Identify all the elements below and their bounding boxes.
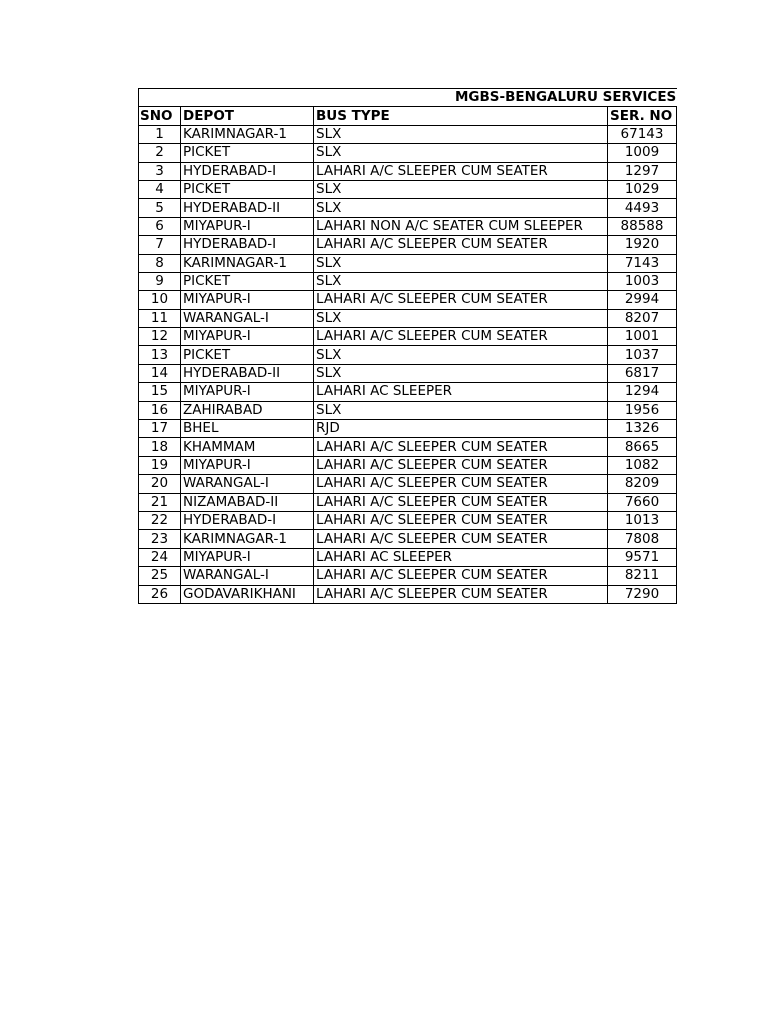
cell-sno: 18 <box>139 438 181 456</box>
cell-bus-type: LAHARI NON A/C SEATER CUM SLEEPER <box>314 217 608 235</box>
cell-sno: 5 <box>139 199 181 217</box>
cell-ser-no: 1326 <box>608 420 677 438</box>
cell-sno: 23 <box>139 530 181 548</box>
cell-ser-no: 8209 <box>608 475 677 493</box>
cell-depot: PICKET <box>181 144 314 162</box>
cell-bus-type: SLX <box>314 346 608 364</box>
cell-bus-type: SLX <box>314 309 608 327</box>
table-row <box>139 438 677 456</box>
cell-sno: 8 <box>139 254 181 272</box>
cell-ser-no: 8211 <box>608 567 677 585</box>
cell-depot: MIYAPUR-I <box>181 217 314 235</box>
cell-depot: WARANGAL-I <box>181 309 314 327</box>
cell-depot: HYDERABAD-I <box>181 236 314 254</box>
table-row <box>139 291 677 309</box>
table-row <box>139 585 677 603</box>
cell-sno: 1 <box>139 125 181 143</box>
column-header-bus-type: BUS TYPE <box>314 107 608 125</box>
cell-bus-type: LAHARI A/C SLEEPER CUM SEATER <box>314 585 608 603</box>
services-sheet <box>138 88 677 604</box>
cell-depot: MIYAPUR-I <box>181 291 314 309</box>
cell-sno: 26 <box>139 585 181 603</box>
cell-ser-no: 1009 <box>608 144 677 162</box>
table-row <box>139 511 677 529</box>
table-row <box>139 364 677 382</box>
cell-sno: 17 <box>139 420 181 438</box>
cell-ser-no: 1920 <box>608 236 677 254</box>
cell-sno: 12 <box>139 328 181 346</box>
cell-ser-no: 7660 <box>608 493 677 511</box>
table-row <box>139 493 677 511</box>
cell-ser-no: 4493 <box>608 199 677 217</box>
cell-sno: 25 <box>139 567 181 585</box>
cell-depot: HYDERABAD-I <box>181 511 314 529</box>
cell-sno: 9 <box>139 272 181 290</box>
cell-ser-no: 1956 <box>608 401 677 419</box>
cell-bus-type: LAHARI A/C SLEEPER CUM SEATER <box>314 456 608 474</box>
cell-depot: HYDERABAD-I <box>181 162 314 180</box>
cell-sno: 13 <box>139 346 181 364</box>
cell-bus-type: LAHARI A/C SLEEPER CUM SEATER <box>314 475 608 493</box>
cell-ser-no: 1082 <box>608 456 677 474</box>
cell-depot: WARANGAL-I <box>181 567 314 585</box>
cell-ser-no: 88588 <box>608 217 677 235</box>
cell-ser-no: 7143 <box>608 254 677 272</box>
cell-ser-no: 1003 <box>608 272 677 290</box>
cell-bus-type: SLX <box>314 180 608 198</box>
cell-sno: 14 <box>139 364 181 382</box>
cell-ser-no: 1013 <box>608 511 677 529</box>
cell-bus-type: LAHARI AC SLEEPER <box>314 548 608 566</box>
cell-bus-type: LAHARI A/C SLEEPER CUM SEATER <box>314 236 608 254</box>
cell-ser-no: 8207 <box>608 309 677 327</box>
cell-sno: 6 <box>139 217 181 235</box>
cell-depot: KARIMNAGAR-1 <box>181 125 314 143</box>
cell-bus-type: LAHARI A/C SLEEPER CUM SEATER <box>314 162 608 180</box>
cell-ser-no: 1001 <box>608 328 677 346</box>
cell-sno: 16 <box>139 401 181 419</box>
cell-depot: MIYAPUR-I <box>181 328 314 346</box>
cell-sno: 21 <box>139 493 181 511</box>
table-row <box>139 567 677 585</box>
table-row <box>139 548 677 566</box>
cell-depot: PICKET <box>181 272 314 290</box>
cell-depot: HYDERABAD-II <box>181 364 314 382</box>
table-row <box>139 272 677 290</box>
cell-bus-type: LAHARI A/C SLEEPER CUM SEATER <box>314 328 608 346</box>
cell-sno: 24 <box>139 548 181 566</box>
cell-bus-type: SLX <box>314 125 608 143</box>
table-row <box>139 162 677 180</box>
cell-depot: MIYAPUR-I <box>181 383 314 401</box>
cell-bus-type: LAHARI A/C SLEEPER CUM SEATER <box>314 438 608 456</box>
cell-ser-no: 1294 <box>608 383 677 401</box>
cell-ser-no: 67143 <box>608 125 677 143</box>
table-title: MGBS-BENGALURU SERVICES <box>455 89 677 106</box>
table-row <box>139 456 677 474</box>
cell-bus-type: LAHARI AC SLEEPER <box>314 383 608 401</box>
cell-ser-no: 8665 <box>608 438 677 456</box>
header-row <box>139 107 677 125</box>
cell-depot: HYDERABAD-II <box>181 199 314 217</box>
cell-bus-type: LAHARI A/C SLEEPER CUM SEATER <box>314 291 608 309</box>
table-body <box>139 125 677 603</box>
services-table <box>138 88 677 604</box>
table-row <box>139 328 677 346</box>
cell-depot: NIZAMABAD-II <box>181 493 314 511</box>
cell-ser-no: 7808 <box>608 530 677 548</box>
table-title-cell <box>139 89 677 107</box>
table-row <box>139 383 677 401</box>
cell-bus-type: LAHARI A/C SLEEPER CUM SEATER <box>314 511 608 529</box>
cell-sno: 10 <box>139 291 181 309</box>
cell-ser-no: 1297 <box>608 162 677 180</box>
cell-bus-type: LAHARI A/C SLEEPER CUM SEATER <box>314 530 608 548</box>
cell-sno: 3 <box>139 162 181 180</box>
cell-ser-no: 7290 <box>608 585 677 603</box>
table-row <box>139 217 677 235</box>
cell-depot: MIYAPUR-I <box>181 548 314 566</box>
cell-sno: 2 <box>139 144 181 162</box>
cell-ser-no: 2994 <box>608 291 677 309</box>
cell-sno: 19 <box>139 456 181 474</box>
cell-bus-type: RJD <box>314 420 608 438</box>
column-header-sno: SNO <box>139 107 181 125</box>
cell-bus-type: SLX <box>314 364 608 382</box>
cell-sno: 20 <box>139 475 181 493</box>
cell-sno: 7 <box>139 236 181 254</box>
cell-ser-no: 1029 <box>608 180 677 198</box>
table-row <box>139 144 677 162</box>
cell-depot: PICKET <box>181 180 314 198</box>
table-row <box>139 401 677 419</box>
cell-bus-type: SLX <box>314 199 608 217</box>
cell-sno: 15 <box>139 383 181 401</box>
table-row <box>139 180 677 198</box>
cell-sno: 22 <box>139 511 181 529</box>
cell-depot: KARIMNAGAR-1 <box>181 530 314 548</box>
cell-ser-no: 9571 <box>608 548 677 566</box>
cell-depot: MIYAPUR-I <box>181 456 314 474</box>
table-row <box>139 236 677 254</box>
table-row <box>139 346 677 364</box>
cell-depot: WARANGAL-I <box>181 475 314 493</box>
cell-bus-type: SLX <box>314 254 608 272</box>
cell-ser-no: 1037 <box>608 346 677 364</box>
cell-depot: GODAVARIKHANI <box>181 585 314 603</box>
table-row <box>139 125 677 143</box>
cell-depot: KARIMNAGAR-1 <box>181 254 314 272</box>
column-header-depot: DEPOT <box>181 107 314 125</box>
cell-bus-type: LAHARI A/C SLEEPER CUM SEATER <box>314 493 608 511</box>
table-row <box>139 254 677 272</box>
cell-depot: ZAHIRABAD <box>181 401 314 419</box>
table-row <box>139 199 677 217</box>
cell-ser-no: 6817 <box>608 364 677 382</box>
cell-bus-type: LAHARI A/C SLEEPER CUM SEATER <box>314 567 608 585</box>
column-header-ser-no: SER. NO <box>608 107 677 125</box>
cell-bus-type: SLX <box>314 144 608 162</box>
cell-bus-type: SLX <box>314 401 608 419</box>
cell-sno: 4 <box>139 180 181 198</box>
cell-depot: BHEL <box>181 420 314 438</box>
table-row <box>139 420 677 438</box>
cell-depot: KHAMMAM <box>181 438 314 456</box>
cell-sno: 11 <box>139 309 181 327</box>
table-row <box>139 475 677 493</box>
cell-depot: PICKET <box>181 346 314 364</box>
cell-bus-type: SLX <box>314 272 608 290</box>
table-row <box>139 309 677 327</box>
table-row <box>139 530 677 548</box>
title-row <box>139 89 677 107</box>
